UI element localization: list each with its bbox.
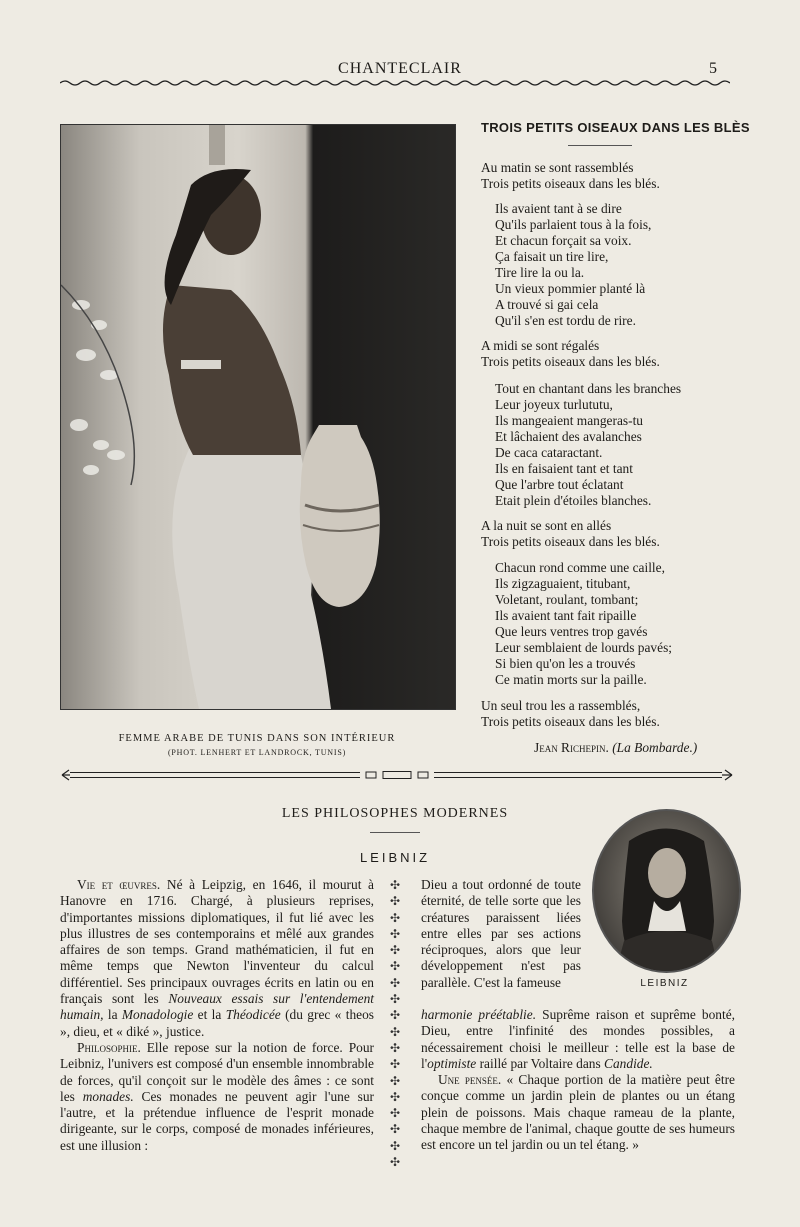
poem-stanza: [495, 560, 672, 688]
poem-line: Ça faisait un tire lire,: [495, 249, 609, 264]
poem-line: Au matin se sont rassemblés: [481, 160, 634, 175]
poem-stanza: [481, 698, 660, 730]
poem-line: Que l'arbre tout éclatant: [495, 477, 624, 492]
poem-line: Trois petits oiseaux dans les blés.: [481, 354, 660, 369]
poem-line: Etait plein d'étoiles blanches.: [495, 493, 652, 508]
article-paragraph: Philosophie. Elle repose sur la notion de force. Pour Leibniz, l'univers est composé d'un ensemble innombrable de forces, qu'il conçoit sur le modèle des âmes : ce sont les monades. Ces monades ne peuvent agir l'une sur l'autre, et la prétendue influence de l'esprit monade dirigeante, sur le corps, composé de monades inférieures, est une illusion :: [60, 1039, 374, 1153]
ornamental-divider: [60, 767, 734, 783]
paragraph-label: Philosophie.: [77, 1039, 141, 1055]
photograph: [60, 124, 456, 710]
header-wavy-rule: [60, 78, 730, 88]
poem-line: Leur joyeux turlututu,: [495, 397, 613, 412]
article-right-column-bottom: [421, 1007, 735, 1154]
article-subject: LEIBNIZ: [359, 850, 431, 865]
poem-line: Trois petits oiseaux dans les blés.: [481, 714, 660, 729]
poem-stanza: [481, 160, 660, 192]
poem-stanza: [481, 338, 660, 370]
poem-title-rule: [568, 145, 632, 146]
poem-line: Qu'il s'en est tordu de rire.: [495, 313, 636, 328]
article-paragraph: Dieu a tout ordonné de toute éternité, de telle sorte que les créatures paraissent liées entre elles par ses actions réciproques, alors que leur développement n'est pas parallèle. C'est la fameuse: [421, 877, 581, 990]
poem-line: A trouvé si gai cela: [495, 297, 599, 312]
poem-line: Ils zigzaguaient, titubant,: [495, 576, 631, 591]
portrait-label: LEIBNIZ: [640, 978, 689, 989]
poem-line: Leur semblaient de lourds pavés;: [495, 640, 673, 655]
poem-line: Et chacun forçait sa voix.: [495, 233, 632, 248]
leibniz-portrait: [592, 809, 741, 973]
poem-source: (La Bombarde.): [612, 740, 698, 755]
poem-line: Qu'ils parlaient tous à la fois,: [495, 217, 652, 232]
poem-signature: [534, 740, 697, 756]
photo-caption: FEMME ARABE DE TUNIS DANS SON INTÉRIEUR: [118, 733, 396, 744]
poem-line: Que leurs ventres trop gavés: [495, 624, 648, 639]
poem-line: Trois petits oiseaux dans les blés.: [481, 176, 660, 191]
poem-line: Si bien qu'on les a trouvés: [495, 656, 636, 671]
poem-line: Et lâchaient des avalanches: [495, 429, 642, 444]
poem-line: Ils mangeaient mangeras-tu: [495, 413, 643, 428]
poem-line: Tout en chantant dans les branches: [495, 381, 682, 396]
article-left-column: [60, 877, 374, 1154]
poem-line: Trois petits oiseaux dans les blés.: [481, 534, 660, 549]
poem-stanza: [481, 518, 660, 550]
poem-line: Tire lire la ou la.: [495, 265, 585, 280]
poem-line: Un vieux pommier planté là: [495, 281, 646, 296]
poem-line: Un seul trou les a rassemblés,: [481, 698, 641, 713]
section-title: LES PHILOSOPHES MODERNES: [281, 806, 509, 821]
poem-author: Jean Richepin.: [534, 740, 609, 755]
column-ornament: ✣ ✣ ✣ ✣ ✣ ✣ ✣ ✣ ✣ ✣ ✣ ✣ ✣ ✣ ✣ ✣ ✣ ✣: [389, 878, 401, 1170]
poem-stanza: [495, 201, 651, 329]
poem-line: Ce matin morts sur la paille.: [495, 672, 647, 687]
article-paragraph: Vie et œuvres. Né à Leipzig, en 1646, il mourut à Hanovre en 1716. Chargé, à plusieurs reprises, d'importantes missions diplomatiques, il fut lié avec les plus illustres de ses contemporains et mêlé aux grandes affaires de son temps. Grand mathématicien, il fut en même temps que Newton l'inventeur du calcul différentiel. Ses principaux ouvrages écrits en latin ou en français sont les Nouveaux essais sur l'entendement humain, la Monadologie et la Théodicée (du grec « theos », dieu, et « diké », justice.: [60, 877, 375, 1039]
poem-line: Ils avaient tant fait ripaille: [495, 608, 637, 623]
paragraph-label: Vie et œuvres.: [77, 877, 161, 892]
article-right-column-top: [421, 877, 581, 991]
poem-line: Ils en faisaient tant et tant: [495, 461, 633, 476]
journal-title: CHANTECLAIR: [338, 60, 462, 77]
page-number: 5: [709, 60, 717, 77]
poem-title: TROIS PETITS OISEAUX DANS LES BLÈS: [481, 120, 750, 135]
article-paragraph: harmonie préétablie. Suprême raison et suprême bonté, Dieu, entre l'infinité des mondes possibles, a nécessairement choisi le meilleur : telle est la base de l'optimiste raillé par Voltaire dans Candide.: [421, 1007, 735, 1071]
paragraph-label: Une pensée.: [438, 1072, 502, 1088]
poem-line: A midi se sont régalés: [481, 338, 600, 353]
article-paragraph: Une pensée. « Chaque portion de la matière peut être conçue comme un jardin plein de plantes ou un étang plein de poissons. Mais chaque rameau de la plante, chaque membre de l'animal, chaque goutte de ses humeurs est encore un tel jardin ou un tel étang. »: [421, 1072, 735, 1153]
poem-stanza: [495, 381, 681, 509]
poem-line: Voletant, roulant, tombant;: [495, 592, 639, 607]
poem-line: Chacun rond comme une caille,: [495, 560, 665, 575]
poem-line: A la nuit se sont en allés: [481, 518, 612, 533]
poem-line: Ils avaient tant à se dire: [495, 201, 622, 216]
section-title-rule: [370, 832, 420, 833]
photo-credit: (PHOT. LENHERT ET LANDROCK, TUNIS): [167, 748, 347, 757]
poem-line: De caca cataractant.: [495, 445, 603, 460]
